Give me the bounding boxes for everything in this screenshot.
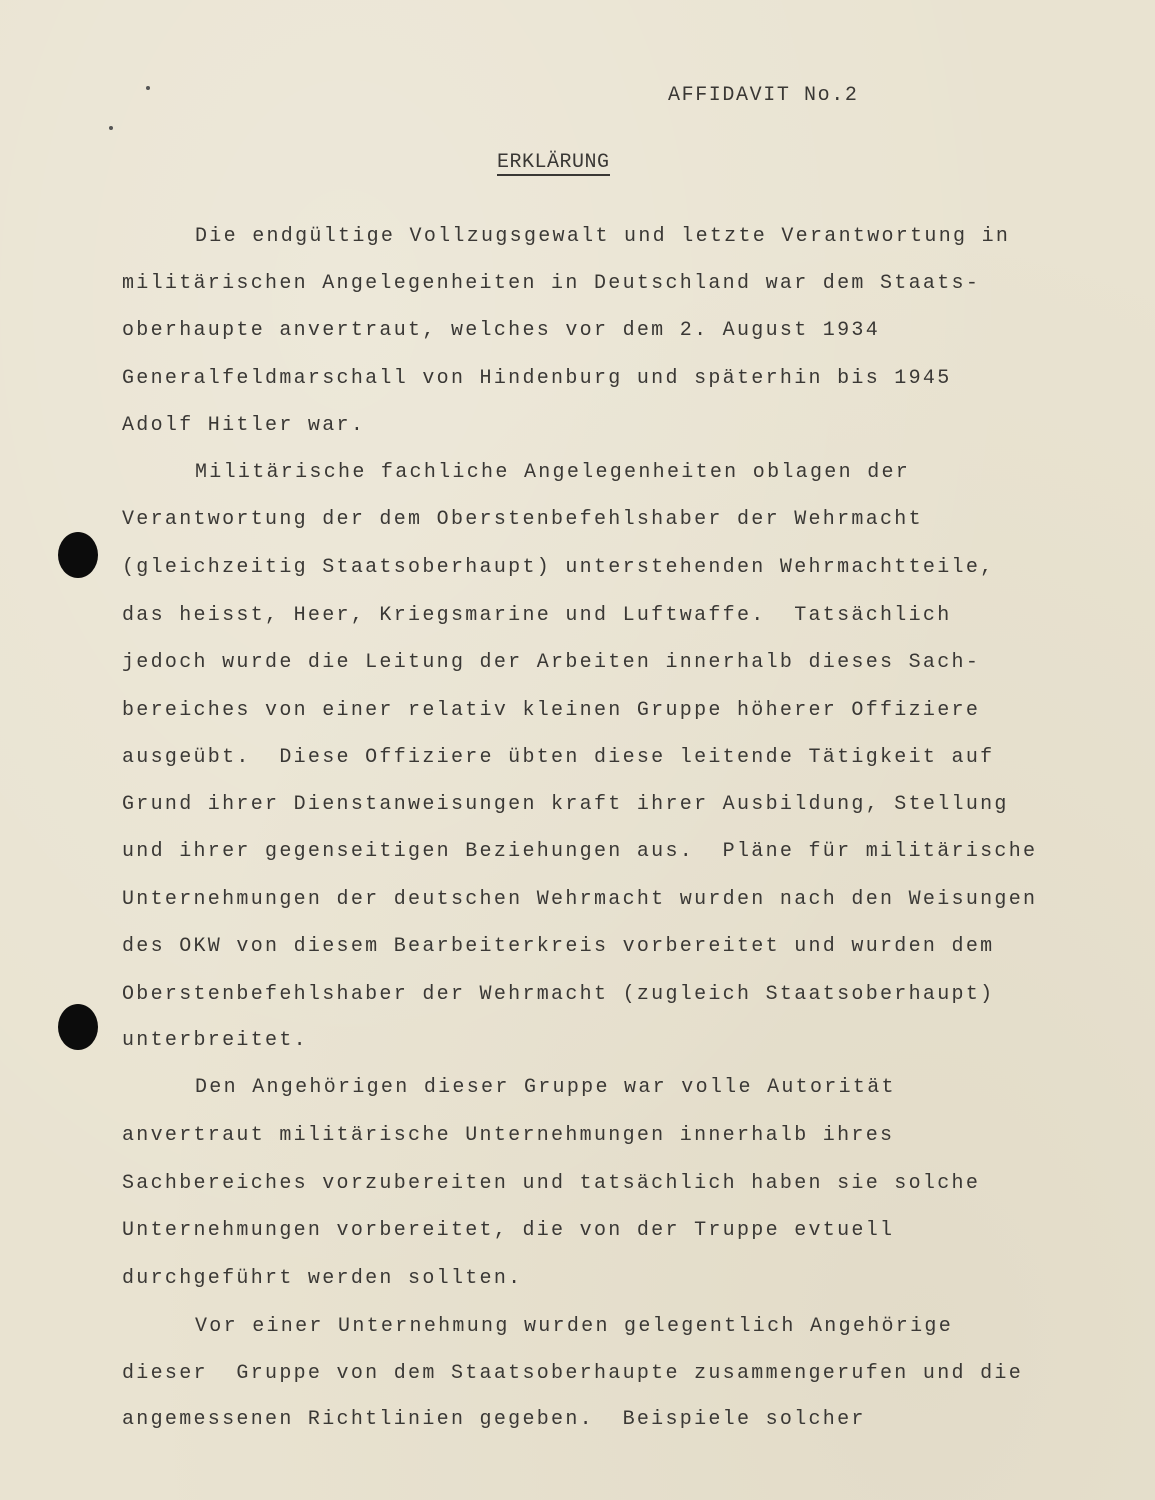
text-line: Adolf Hitler war.: [122, 414, 366, 437]
text-line: jedoch wurde die Leitung der Arbeiten innerhalb dieses Sach-: [122, 651, 981, 674]
ink-speck: [109, 126, 113, 130]
affidavit-number: AFFIDAVIT No.2: [668, 84, 859, 107]
text-line: militärischen Angelegenheiten in Deutschland war dem Staats-: [122, 272, 981, 295]
text-line: Grund ihrer Dienstanweisungen kraft ihrer Ausbildung, Stellung: [122, 793, 1009, 816]
text-line: Unternehmungen vorbereitet, die von der Truppe evtuell: [122, 1219, 895, 1242]
text-line: Generalfeldmarschall von Hindenburg und späterhin bis 1945: [122, 367, 952, 390]
text-line: Unternehmungen der deutschen Wehrmacht wurden nach den Weisungen: [122, 888, 1038, 911]
text-line: (gleichzeitig Staatsoberhaupt) unterstehenden Wehrmachtteile,: [122, 556, 995, 579]
text-line: ausgeübt. Diese Offiziere übten diese leitende Tätigkeit auf: [122, 746, 995, 769]
text-line: Militärische fachliche Angelegenheiten oblagen der: [195, 461, 911, 484]
text-line: Die endgültige Vollzugsgewalt und letzte Verantwortung in: [195, 225, 1011, 248]
text-line: bereiches von einer relativ kleinen Gruppe höherer Offiziere: [122, 699, 981, 722]
text-line: angemessenen Richtlinien gegeben. Beispiele solcher: [122, 1408, 866, 1431]
text-line: des OKW von diesem Bearbeiterkreis vorbereitet und wurden dem: [122, 935, 995, 958]
punch-hole: [58, 532, 98, 578]
text-line: das heisst, Heer, Kriegsmarine und Luftwaffe. Tatsächlich: [122, 604, 952, 627]
text-line: Sachbereiches vorzubereiten und tatsächlich haben sie solche: [122, 1172, 981, 1195]
text-line: durchgeführt werden sollten.: [122, 1267, 523, 1290]
text-line: und ihrer gegenseitigen Beziehungen aus. Pläne für militärische: [122, 840, 1038, 863]
text-line: dieser Gruppe von dem Staatsoberhaupte zusammengerufen und die: [122, 1362, 1024, 1385]
ink-speck: [146, 86, 150, 90]
punch-hole: [58, 1004, 98, 1050]
text-line: oberhaupte anvertraut, welches vor dem 2. August 1934: [122, 319, 881, 342]
document-title: ERKLÄRUNG: [497, 151, 610, 174]
text-line: unterbreitet.: [122, 1029, 308, 1052]
text-line: Verantwortung der dem Oberstenbefehlshaber der Wehrmacht: [122, 508, 923, 531]
text-line: Oberstenbefehlshaber der Wehrmacht (zugleich Staatsoberhaupt): [122, 983, 995, 1006]
text-line: Den Angehörigen dieser Gruppe war volle Autorität: [195, 1076, 896, 1099]
text-line: anvertraut militärische Unternehmungen innerhalb ihres: [122, 1124, 895, 1147]
text-line: Vor einer Unternehmung wurden gelegentlich Angehörige: [195, 1315, 954, 1338]
